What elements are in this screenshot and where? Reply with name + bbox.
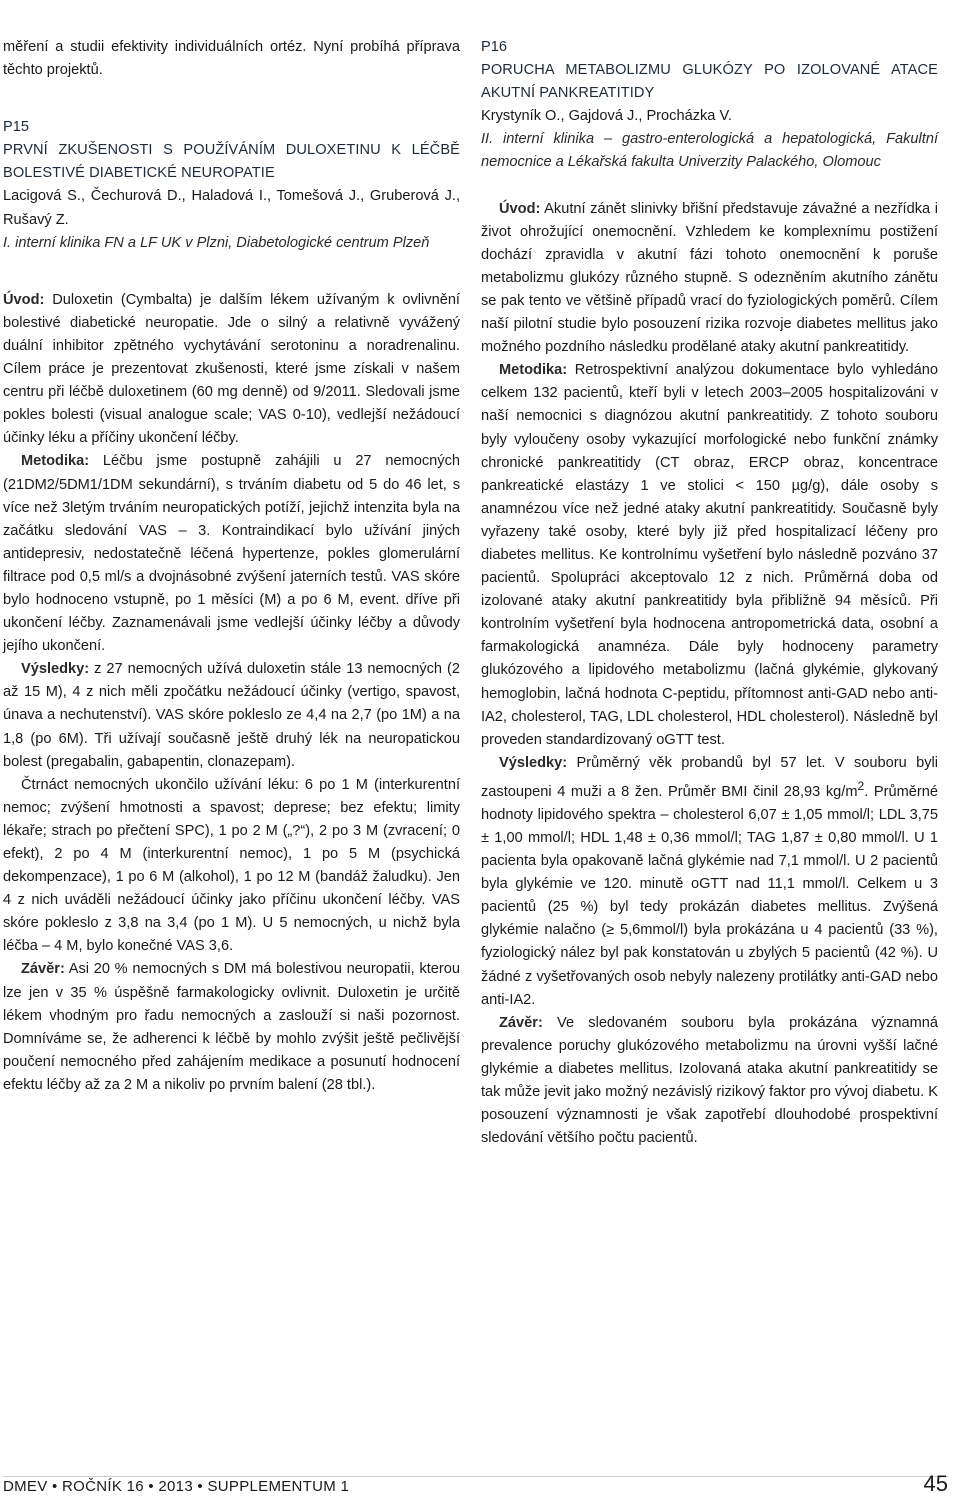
section-zaver xyxy=(3,958,460,1097)
journal-citation: DMEV • ROČNÍK 16 • 2013 • SUPPLEMENTUM 1 xyxy=(3,1478,350,1495)
uvod-text: Duloxetin (Cymbalta) je dalším lékem užívaným k ovlivnění bolestivé diabetické neuropatie. Jde o silný a relativně vyvážený duální inhibitor zpětného vychytávání serotoninu a noradrenalinu. Cílem práce je prezentovat zkušenosti, které jsme získali v našem centru při léčbě duloxetinem (60 mg denně) od 9/2011. Sledovali jsme pokles bolesti (visual analogue scale; VAS 0-10), vedlejší nežádoucí účinky léku a příčiny ukončení léčby. xyxy=(3,291,460,447)
vysledky-text-a: Průměrný věk probandů byl 57 let. V souboru byli zastoupeni 4 muži a 8 žen. Průměr BMI činil 28,93 kg/m xyxy=(481,754,938,800)
uvod-text: Akutní zánět slinivky břišní představuje závažné a nezřídka i život ohrožující onemocnění. Vzhledem ke komplexnímu postižení dochází zpravidla v akutní fázi tohoto onemocnění k poruše metabolizmu glukózy různého stupně. S odezněním akutního zánětu se pak tento ve většině případů vrací do fyziologických poměrů. Cílem naší pilotní studie bylo posouzení rizika rozvoje diabetes mellitus jako možného pozdního následku prodělané ataky akutní pankreatitidy. xyxy=(481,200,938,356)
continuation-text: měření a studii efektivity individuálních ortéz. Nyní probíhá příprava těchto projektů. xyxy=(3,39,460,79)
section-vysledky xyxy=(3,658,460,773)
superscript-two: 2 xyxy=(857,778,865,793)
abstract-authors: Krystyník O., Gajdová J., Procházka V. xyxy=(481,108,732,125)
metodika-label: Metodika: xyxy=(499,362,568,379)
vysledky-text: z 27 nemocných užívá duloxetin stále 13 nemocných (2 až 15 M), 4 z nich měli zpočátku nežádoucí účinky (vertigo, spavost, únava a nechutenství). VAS skóre pokleslo ze 4,4 na 2,7 (po 1M) a na 1,8 (po 6M). Tři užívají současně ještě druhý lék na neuropatickou bolest (pregabalin, gabapentin, clonazepam). xyxy=(3,661,460,770)
uvod-label: Úvod: xyxy=(3,291,45,308)
vysledky-text-b: . Průměrné hodnoty lipidového spektra – cholesterol 6,07 ± 1,05 mmol/l; LDL 3,75 ± 1,00 mmol/l; HDL 1,48 ± 0,36 mmol/l; TAG 1,87 ± 0,80 mmol/l. U 1 pacienta byla opakovaně lačná glykémie nad 7,1 mmol/l. U 2 pacientů byla glykémie ve 120. minutě oGTT nad 11,1 mmol/l. Celkem u 3 pacientů (25 %) byl tedy prokázán diabetes mellitus. Zvýšená glykémie nalačno (≥ 5,6mmol/l) byla prokázána u 4 pacientů (33 %), fyziologický nález byl pak konstatován u zbylých 5 pacientů (42 %). U žádné z vyšetřovaných osob nebyly nalezeny protilátky anti-GAD nebo anti-IA2. xyxy=(481,783,939,1008)
section-vysledky xyxy=(481,752,938,1012)
metodika-text: Léčbu jsme postupně zahájili u 27 nemocných (21DM2/5DM1/1DM sekundární), s trváním diabetu od 5 do 46 let, s více než 3letým trváním neuropatických potíží, jejichž intenzita byla na začátku sledování VAS – 3. Kontraindikací bylo užívání jiných antidepresiv, nedostatečně léčená hypertenze, pokles glomerulární filtrace pod 0,5 ml/s a dvojnásobné zvýšení jaterních testů. VAS skóre bylo hodnoceno vstupně, po 1 měsíci (M) a po 6 M, event. dříve při ukončení léčby. Zaznamenávali jsme vedlejší účinky léčby a důvody jejího ukončení. xyxy=(3,453,460,655)
zaver-label: Závěr: xyxy=(21,961,65,978)
abstract-code: P15 xyxy=(3,119,29,136)
section-metodika xyxy=(3,450,460,658)
section-uvod xyxy=(481,198,938,360)
zaver-text: Ve sledovaném souboru byla prokázána významná prevalence poruchy glukózového metabolizmu na úrovni vyšší lačné glykémie a diabetes mellitus. Izolovaná ataka akutní pankreatitidy se tak může jevit jako možný nezávislý rizikový faktor pro vývoj diabetu. K posouzení významnosti je však zapotřebí dlouhodobé prospektivní sledování většího počtu pacientů. xyxy=(481,1014,938,1147)
abstract-affiliation: I. interní klinika FN a LF UK v Plzni, Diabetologické centrum Plzeň xyxy=(3,234,430,251)
right-column xyxy=(481,36,938,1150)
metodika-text: Retrospektivní analýzou dokumentace bylo vyhledáno celkem 132 pacientů, kteří byli v letech 2003–2005 hospitalizováni v naší nemocnici s diagnózou akutní pankreatitidy. Z tohoto souboru byly vyloučeny osoby vykazující morfologické nebo funkční známky chronické pankreatitidy (CT obraz, ERCP obraz, koncentrace pankreatické elastázy 1 ve stolici < 150 µg/g), dále osoby s anamnézou více než jedné ataky akutní pankreatitidy. Současně byly vyřazeny také osoby, které byly již před hospitalizací léčeny pro diabetes mellitus. Ke kontrolnímu vyšetření bylo následně pozváno 37 pacientů. Spolupráci akceptovalo 12 z nich. Průměrná doba od izolované ataky akutní pankreatitidy byla přibližně 94 měsíců. Při kontrolním vyšetření byla hodnocena antropometrická data, osobní a farmakologická anamnéza. Dále byly hodnoceny parametry glukózového a lipidového metabolizmu (lačná glykémie, glykovaný hemoglobin, lačná hodnota C-peptidu, přítomnost anti-GAD nebo anti-IA2, cholesterol, TAG, LDL cholesterol, HDL cholesterol). Následně byl proveden standardizovaný oGTT test. xyxy=(481,362,938,748)
abstract-code: P16 xyxy=(481,39,507,55)
vysledky-label: Výsledky: xyxy=(21,661,90,678)
uvod-label: Úvod: xyxy=(499,200,541,217)
zaver-label: Závěr: xyxy=(499,1014,543,1031)
abstract-authors: Lacigová S., Čechurová D., Haladová I., Tomešová J., Gruberová J., Rušavý Z. xyxy=(3,188,460,228)
section-metodika xyxy=(481,359,938,752)
left-column xyxy=(3,36,460,1097)
abstract-affiliation: II. interní klinika – gastro-enterologická a hepatologická, Fakultní nemocnice a Lékařská fakulta Univerzity Palackého, Olomouc xyxy=(481,131,938,171)
abstract-title: PORUCHA METABOLIZMU GLUKÓZY PO IZOLOVANÉ ATACE AKUTNÍ PANKREATITIDY xyxy=(481,62,938,102)
metodika-label: Metodika: xyxy=(21,453,90,470)
page-footer xyxy=(3,1471,948,1497)
section-vysledky-cont: Čtrnáct nemocných ukončilo užívání léku: 6 po 1 M (interkurentní nemoc; zvýšení hmotnosti a spavost; deprese; bez efektu; limity lékaře; strach po přečtení SPC), 1 po 2 M („?“), 2 po 3 M (zvracení; 0 efekt), 2 po 4 M (interkurentní nemoc), 1 po 5 M (psychická dekompenzace), 1 po 6 M (alkohol), 1 po 12 M (bandáž žaludku). Jen 4 z nich uváděli nežádoucí účinky jako příčinu ukončení léčby. VAS skóre pokleslo z 3,8 na 3,4 (po 1 M). U 5 nemocných, u nichž byla léčba – 4 M, bylo konečné VAS 3,6. xyxy=(3,776,460,955)
page-number: 45 xyxy=(923,1471,948,1496)
section-uvod xyxy=(3,289,460,451)
vysledky-label: Výsledky: xyxy=(499,754,568,771)
abstract-title: PRVNÍ ZKUŠENOSTI S POUŽÍVÁNÍM DULOXETINU K LÉČBĚ BOLESTIVÉ DIABETICKÉ NEUROPATIE xyxy=(3,142,460,182)
section-zaver xyxy=(481,1012,938,1151)
zaver-text: Asi 20 % nemocných s DM má bolestivou neuropatii, kterou lze jen v 35 % úspěšně farmakologicky ovlivnit. Duloxetin je určitě lékem vhodným pro řadu nemocných a zaslouží si naši pozornost. Domníváme se, že adherenci k léčbě by mohlo zvýšit ještě pečlivější poučení nemocného před zahájením medikace a posunutí hodnocení efektu léčby až za 2 M a nikoliv po prvním balení (28 tbl.). xyxy=(3,961,460,1093)
